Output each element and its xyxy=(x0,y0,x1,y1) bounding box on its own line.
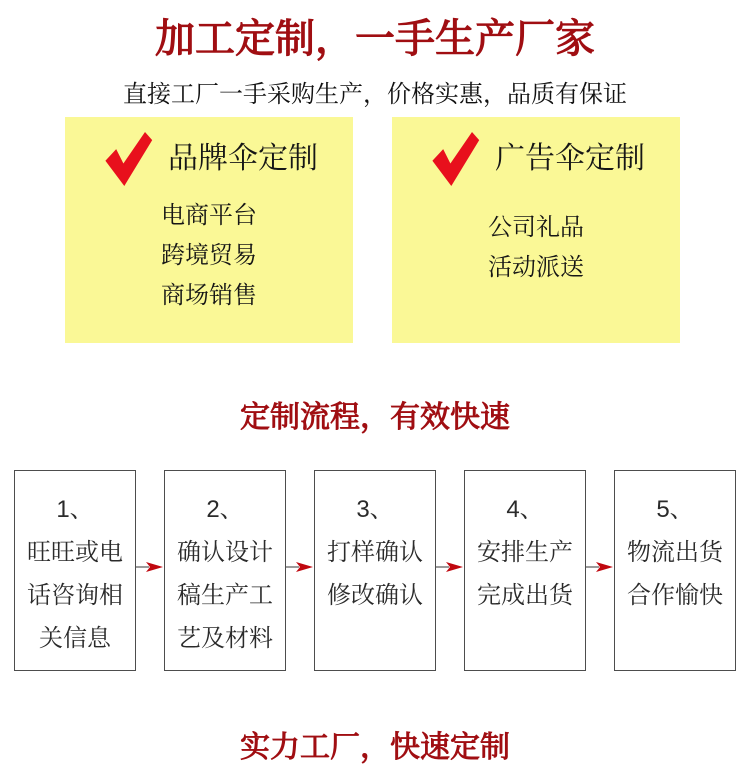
step-text: 修改确认 xyxy=(327,582,423,609)
process-flow xyxy=(0,470,750,672)
arrow-right-icon xyxy=(136,559,164,575)
step-number: 3、 xyxy=(356,496,394,523)
step-text: 完成出货 xyxy=(477,582,573,609)
process-section-title: 定制流程，有效快速 xyxy=(240,401,510,434)
feature-box-title: 广告伞定制 xyxy=(495,142,645,175)
process-step-3 xyxy=(314,470,436,671)
process-step-2 xyxy=(164,470,286,671)
step-number: 5、 xyxy=(656,496,694,523)
feature-item: 活动派送 xyxy=(488,254,584,281)
red-checkmark-icon xyxy=(100,130,154,188)
feature-box-brand-umbrella xyxy=(65,117,353,343)
page-title: 加工定制，一手生产厂家 xyxy=(155,17,595,61)
feature-item: 跨境贸易 xyxy=(161,242,257,269)
step-text: 话咨询相 xyxy=(27,582,123,609)
step-text: 艺及材料 xyxy=(177,625,273,652)
process-step-4 xyxy=(464,470,586,671)
step-text: 合作愉快 xyxy=(627,582,723,609)
step-text: 安排生产 xyxy=(477,539,573,566)
page-subtitle: 直接工厂一手采购生产，价格实惠，品质有保证 xyxy=(123,81,627,108)
footer-title: 实力工厂，快速定制 xyxy=(240,731,510,764)
arrow-right-icon xyxy=(586,559,614,575)
arrow-right-icon xyxy=(436,559,464,575)
feature-item: 公司礼品 xyxy=(488,214,584,241)
step-number: 4、 xyxy=(506,496,544,523)
step-number: 2、 xyxy=(206,496,244,523)
feature-item: 电商平台 xyxy=(161,202,257,229)
step-text: 旺旺或电 xyxy=(27,539,123,566)
step-text: 打样确认 xyxy=(327,539,423,566)
feature-item: 商场销售 xyxy=(161,282,257,309)
step-text: 稿生产工 xyxy=(177,582,273,609)
red-checkmark-icon xyxy=(427,130,481,188)
step-text: 物流出货 xyxy=(627,539,723,566)
step-text: 确认设计 xyxy=(177,539,273,566)
feature-box-title: 品牌伞定制 xyxy=(168,142,318,175)
feature-box-items xyxy=(65,196,353,316)
feature-box-header xyxy=(65,117,353,188)
arrow-right-icon xyxy=(286,559,314,575)
feature-box-items xyxy=(392,208,680,288)
feature-box-header xyxy=(392,117,680,188)
step-text: 关信息 xyxy=(39,625,111,652)
step-number: 1、 xyxy=(56,496,94,523)
process-step-1 xyxy=(14,470,136,671)
feature-box-ad-umbrella xyxy=(392,117,680,343)
process-step-5 xyxy=(614,470,736,671)
